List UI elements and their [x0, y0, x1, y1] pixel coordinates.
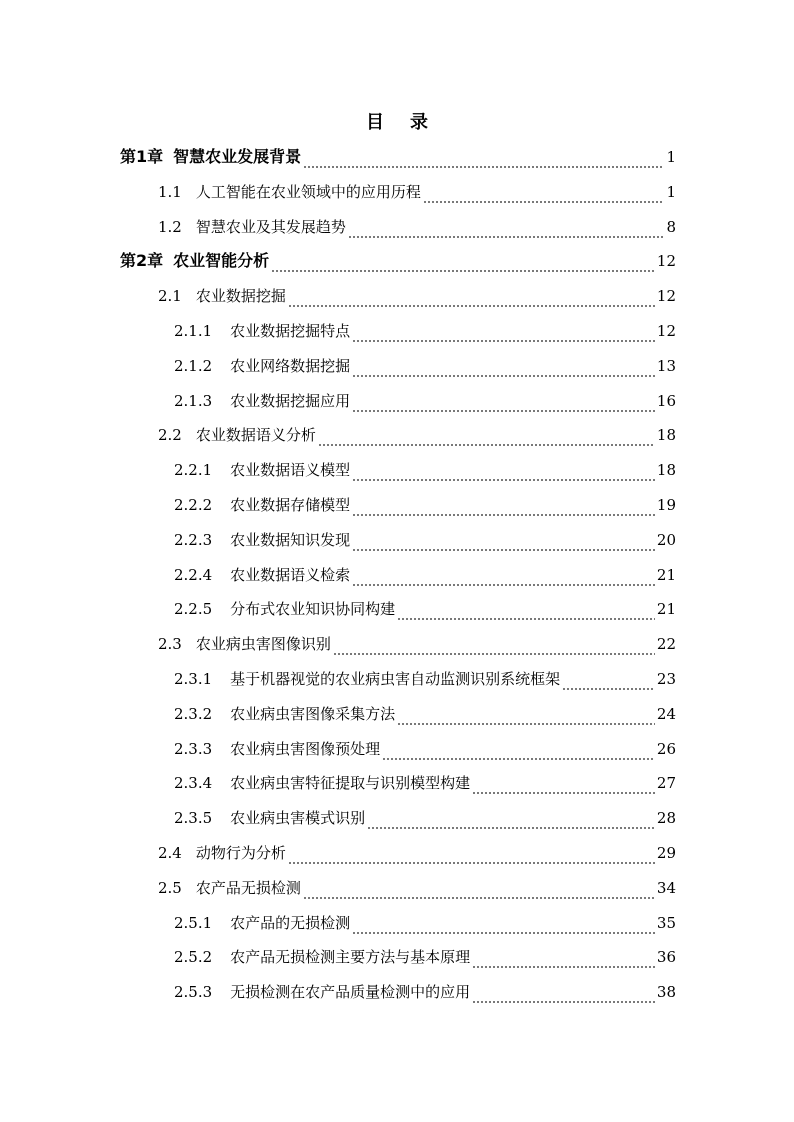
toc-entry[interactable]: [174, 389, 676, 413]
toc-entry-page-number: 13: [656, 357, 676, 375]
toc-entry-number: 1.1: [158, 183, 182, 201]
toc-entry-number: 2.2.4: [174, 566, 213, 584]
toc-entry-number: 2.2.2: [174, 496, 213, 514]
toc-entry-title: 智慧农业及其发展趋势: [195, 218, 346, 236]
toc-entry-title: 农业病虫害图像识别: [195, 635, 331, 653]
toc-entry-number: 第1章: [120, 147, 164, 166]
toc-entry-page-number: 26: [656, 740, 676, 758]
dot-leader: [423, 188, 665, 204]
toc-entry[interactable]: [174, 806, 676, 830]
toc-entry[interactable]: [174, 319, 676, 343]
toc-entry-page-number: 8: [666, 218, 676, 236]
toc-entry-title: 农业数据知识发现: [230, 531, 351, 549]
dot-leader: [382, 745, 655, 761]
toc-entry-page-number: 27: [656, 774, 676, 792]
toc-entry-page-number: 38: [656, 983, 676, 1001]
toc-entry-title: 农业病虫害图像采集方法: [230, 705, 396, 723]
toc-entry-title: 农业病虫害特征提取与识别模型构建: [230, 774, 471, 792]
toc-entry[interactable]: [174, 528, 676, 552]
toc-entry-title: 农业病虫害模式识别: [230, 809, 366, 827]
toc-entry-page-number: 18: [656, 426, 676, 444]
dot-leader: [352, 501, 655, 517]
dot-leader: [352, 362, 655, 378]
dot-leader: [352, 327, 655, 343]
toc-entry-page-number: 19: [656, 496, 676, 514]
toc-entry-page-number: 28: [656, 809, 676, 827]
dot-leader: [271, 257, 655, 273]
toc-entry-title: 农业智能分析: [173, 251, 270, 270]
toc-entry-page-number: 22: [656, 635, 676, 653]
toc-entry-title: 农业数据语义模型: [230, 461, 351, 479]
toc-entry-title: 分布式农业知识协同构建: [230, 600, 396, 618]
toc-entry[interactable]: [120, 145, 676, 169]
toc-entry-page-number: 20: [656, 531, 676, 549]
toc-entry-title: 农产品的无损检测: [230, 914, 351, 932]
toc-entry-title: 无损检测在农产品质量检测中的应用: [230, 983, 471, 1001]
dot-leader: [348, 223, 665, 239]
toc-entry[interactable]: [174, 667, 676, 691]
toc-entry-page-number: 1: [666, 148, 676, 166]
toc-entry-title: 农业网络数据挖掘: [230, 357, 351, 375]
toc-entry-page-number: 36: [656, 948, 676, 966]
toc-entry-title: 农业数据语义检索: [230, 566, 351, 584]
toc-entry[interactable]: [174, 493, 676, 517]
toc-entry-number: 2.3.5: [174, 809, 213, 827]
toc-entry-number: 2.3.4: [174, 774, 213, 792]
toc-entry[interactable]: [174, 980, 676, 1004]
toc-entry[interactable]: [174, 771, 676, 795]
toc-entry-number: 2.3: [158, 635, 182, 653]
toc-entry-title: 智慧农业发展背景: [173, 147, 302, 166]
toc-entry[interactable]: [158, 180, 676, 204]
dot-leader: [288, 292, 655, 308]
dot-leader: [318, 431, 655, 447]
toc-entry-number: 1.2: [158, 218, 182, 236]
toc-entry-number: 2.1.2: [174, 357, 213, 375]
dot-leader: [303, 884, 655, 900]
dot-leader: [397, 605, 655, 621]
toc-entry-number: 2.3.3: [174, 740, 213, 758]
toc-entry-page-number: 34: [656, 879, 676, 897]
toc-entry[interactable]: [158, 423, 676, 447]
dot-leader: [472, 779, 655, 795]
toc-entry[interactable]: [158, 876, 676, 900]
toc-entry-title: 农业数据语义分析: [195, 426, 316, 444]
toc-entry-page-number: 18: [656, 461, 676, 479]
toc-entry-page-number: 12: [656, 322, 676, 340]
dot-leader: [367, 814, 655, 830]
toc-entry-page-number: 29: [656, 844, 676, 862]
toc-entry-number: 2.2: [158, 426, 182, 444]
toc-entry-number: 第2章: [120, 251, 164, 270]
toc-entry-title: 农业数据挖掘: [195, 287, 286, 305]
toc-entry[interactable]: [174, 563, 676, 587]
toc-entry-page-number: 24: [656, 705, 676, 723]
toc-entry[interactable]: [158, 632, 676, 656]
toc-entry-number: 2.2.3: [174, 531, 213, 549]
toc-entry[interactable]: [158, 284, 676, 308]
toc-entry[interactable]: [158, 215, 676, 239]
toc-entry[interactable]: [174, 945, 676, 969]
dot-leader: [352, 397, 655, 413]
toc-entry-number: 2.4: [158, 844, 182, 862]
toc-entry-page-number: 12: [656, 287, 676, 305]
toc-entry-number: 2.5.1: [174, 914, 213, 932]
dot-leader: [472, 988, 655, 1004]
toc-entry-number: 2.5.3: [174, 983, 213, 1001]
dot-leader: [303, 153, 664, 169]
dot-leader: [472, 953, 655, 969]
dot-leader: [562, 675, 655, 691]
dot-leader: [288, 849, 655, 865]
toc-entry-title: 动物行为分析: [195, 844, 286, 862]
toc-entry[interactable]: [174, 458, 676, 482]
toc-entry-page-number: 21: [656, 600, 676, 618]
dot-leader: [352, 571, 655, 587]
toc-entry-number: 2.2.1: [174, 461, 213, 479]
toc-entry-number: 2.1.1: [174, 322, 213, 340]
toc-entry-number: 2.1: [158, 287, 182, 305]
toc-entry-number: 2.5.2: [174, 948, 213, 966]
toc-title-right: 录: [410, 112, 428, 133]
toc-entry-title: 人工智能在农业领域中的应用历程: [195, 183, 421, 201]
toc-entry-number: 2.2.5: [174, 600, 213, 618]
toc-entry-page-number: 23: [656, 670, 676, 688]
toc-entry[interactable]: [120, 249, 676, 273]
dot-leader: [333, 640, 655, 656]
toc-entry[interactable]: [174, 737, 676, 761]
toc-entry-title: 农业数据挖掘特点: [230, 322, 351, 340]
toc-entry[interactable]: [174, 354, 676, 378]
toc-entry-page-number: 21: [656, 566, 676, 584]
dot-leader: [352, 466, 655, 482]
dot-leader: [352, 919, 655, 935]
toc-entry-page-number: 1: [666, 183, 676, 201]
toc-entry-title: 农业病虫害图像预处理: [230, 740, 381, 758]
toc-entry-page-number: 35: [656, 914, 676, 932]
toc-entry-number: 2.5: [158, 879, 182, 897]
toc-title-left: 目: [366, 112, 384, 133]
toc-entry-number: 2.3.2: [174, 705, 213, 723]
toc-entry-title: 农产品无损检测: [195, 879, 301, 897]
toc-entry-title: 农业数据存储模型: [230, 496, 351, 514]
toc-entry-title: 农产品无损检测主要方法与基本原理: [230, 948, 471, 966]
toc-entry-title: 农业数据挖掘应用: [230, 392, 351, 410]
toc-entry-number: 2.1.3: [174, 392, 213, 410]
toc-entry-page-number: 16: [656, 392, 676, 410]
dot-leader: [397, 710, 655, 726]
toc-entry[interactable]: [174, 911, 676, 935]
toc-entry[interactable]: [158, 841, 676, 865]
toc-entry-title: 基于机器视觉的农业病虫害自动监测识别系统框架: [230, 670, 561, 688]
toc-entry-page-number: 12: [656, 252, 676, 270]
dot-leader: [352, 536, 655, 552]
toc-entry-number: 2.3.1: [174, 670, 213, 688]
toc-entry[interactable]: [174, 702, 676, 726]
toc-entry[interactable]: [174, 597, 676, 621]
